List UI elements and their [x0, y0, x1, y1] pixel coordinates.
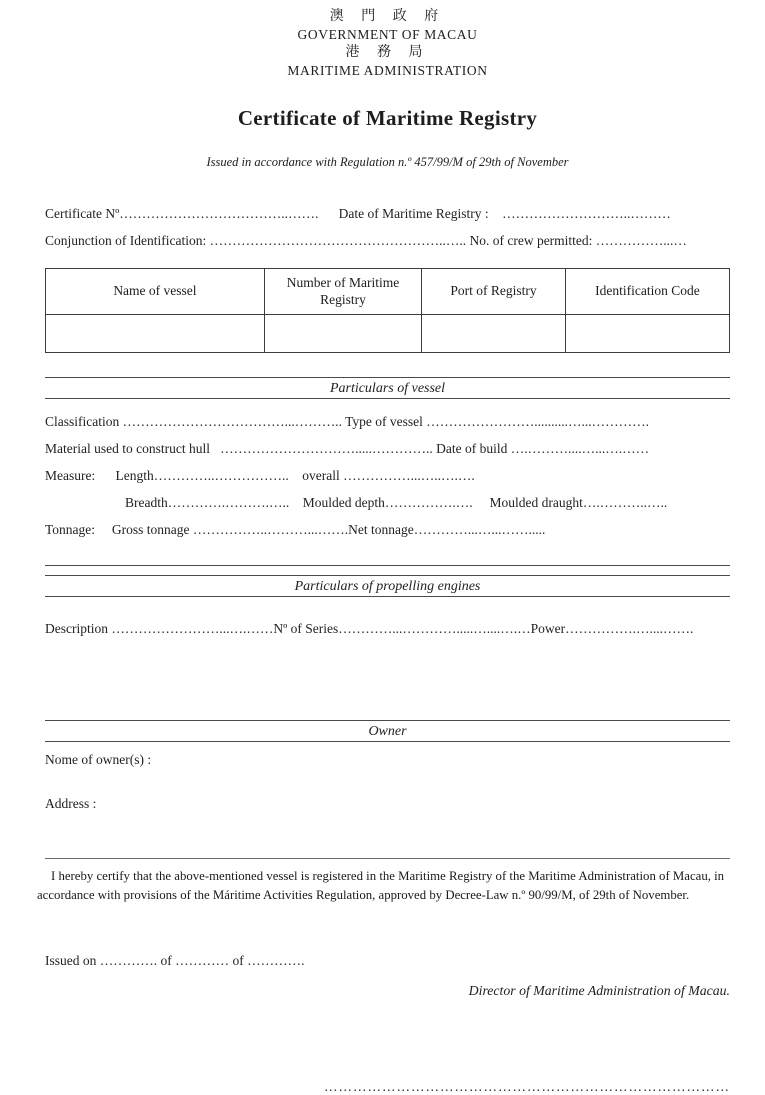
cell-number-of-maritime-registry [264, 315, 421, 353]
table-header-row [46, 269, 730, 315]
vessel-particulars-lines [45, 408, 730, 543]
col-port-of-registry: Port of Registry [422, 269, 566, 315]
header-maritime-administration: MARITIME ADMINISTRATION [287, 63, 488, 78]
header-government-of-macau: GOVERNMENT OF MACAU [297, 27, 478, 42]
vessel-table-header [46, 269, 730, 315]
owner-name-label: Nome of owner(s) : [45, 752, 152, 767]
material-hull-date-of-build-line: Material used to construct hull ………………………….....………….. Date of build ….………....…...….…… [45, 441, 650, 456]
signature-dotted-line: ………………………………………………………………………… [324, 1079, 730, 1095]
section-heading-owner [45, 720, 730, 742]
header-chinese-maritime-administration: 港 務 局 [345, 45, 430, 60]
tonnage-line: Tonnage: Gross tonnage ……………..………...…….Net tonnage…………...…...……..... [45, 522, 546, 537]
cell-identification-code [565, 315, 729, 353]
registry-header-lines [45, 200, 730, 254]
breadth-depth-draught-line: Breadth………….……….….. Moulded depth…………….…. Moulded draught….………..….. [125, 495, 668, 510]
classification-type-line: Classification ………………………………...……….. Type of vessel ……………………..........…...…………. [45, 414, 650, 429]
certificate-title: Certificate of Maritime Registry [237, 106, 538, 130]
section-heading-particulars-of-propelling-engines [45, 575, 730, 597]
col-number-of-maritime-registry: Number of Maritime Registry [264, 269, 421, 315]
certification-paragraph: I hereby certify that the above-mentioned vessel is registered in the Maritime Registry of the Maritime Administration of Macau, in accordance with provisions of the Máritime Activities Regulation, approved by Decree-Law n.º 90/99/M, of 29th of November. [37, 869, 725, 903]
owner-address-label: Address : [45, 796, 97, 811]
col-name-of-vessel: Name of vessel [46, 269, 265, 315]
measure-length-overall-line: Measure: Length…………..…………….. overall ……………...…..….…. [45, 468, 475, 483]
owner-title: Owner [368, 724, 407, 739]
table-row [46, 315, 730, 353]
cell-name-of-vessel [46, 315, 265, 353]
col-identification-code: Identification Code [565, 269, 729, 315]
particulars-of-vessel-title: Particulars of vessel [329, 381, 446, 396]
cell-port-of-registry [422, 315, 566, 353]
certification-top-rule [45, 858, 730, 859]
engines-section-top-rule [45, 565, 730, 566]
section-heading-particulars-of-vessel [45, 377, 730, 399]
issued-on-line: Issued on …………. of ………… of …………. [45, 953, 305, 969]
particulars-of-propelling-engines-title: Particulars of propelling engines [294, 579, 481, 594]
description-series-power-line: Description ……………………...….……Nº of Series…………...………….....…....….…Power…………….…....……. [45, 621, 694, 636]
certificate-number-and-date-line: Certificate Nº………………………………..……. Date of Maritime Registry : ………………………..……… [45, 206, 671, 221]
conjunction-and-crew-line: Conjunction of Identification: ……………………………………………..….. No. of crew permitted: ……………...… [45, 233, 687, 248]
header-chinese-government: 澳 門 政 府 [329, 9, 446, 24]
director-signature-title: Director of Maritime Administration of Macau. [468, 983, 730, 999]
vessel-identification-table [45, 268, 730, 353]
regulation-subtitle: Issued in accordance with Regulation n.º 457/99/M of 29th of November [206, 155, 569, 169]
vessel-table-body [46, 315, 730, 353]
